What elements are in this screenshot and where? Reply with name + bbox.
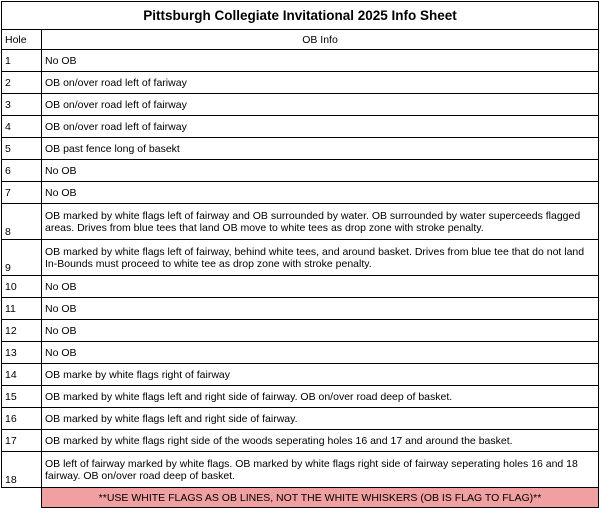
ob-info-text: No OB [42,320,599,342]
table-row [2,116,599,138]
table-row [2,72,599,94]
hole-number: 16 [2,408,42,430]
hole-number: 7 [2,182,42,204]
table-row [2,408,599,430]
hole-number: 8 [2,204,42,240]
ob-info-text: No OB [42,50,599,72]
hole-number: 1 [2,50,42,72]
hole-number: 12 [2,320,42,342]
table-row [2,430,599,452]
ob-info-text: OB marked by white flags left of fairway and OB surrounded by water. OB surrounded by water superceeds flagged areas. Drives from blue tees that land OB move to white tees as drop zone with stroke penalty. [42,204,599,240]
table-row [2,386,599,408]
ob-info-text: OB marked by white flags left of fairway, behind white tees, and around basket. Drives from blue tee that do not land In-Bounds must proceed to white tee as drop zone with stroke penalty. [42,240,599,276]
ob-info-text: No OB [42,342,599,364]
table-row [2,160,599,182]
hole-number: 18 [2,452,42,488]
table-row [2,138,599,160]
hole-number: 6 [2,160,42,182]
table-row [2,276,599,298]
ob-info-text: OB marke by white flags right of fairway [42,364,599,386]
hole-number: 13 [2,342,42,364]
ob-info-text: OB left of fairway marked by white flags. OB marked by white flags right side of fairway seperating holes 16 and 18 fairway. OB on/over road deep of basket. [42,452,599,488]
ob-info-text: No OB [42,298,599,320]
ob-info-text: OB marked by white flags left and right side of fairway. [42,408,599,430]
ob-info-text: OB on/over road left of fairway [42,94,599,116]
hole-number: 15 [2,386,42,408]
footer-blank-cell [2,488,42,508]
ob-info-text: OB past fence long of basekt [42,138,599,160]
table-row [2,298,599,320]
hole-number: 17 [2,430,42,452]
table-row [2,320,599,342]
header-row [2,30,599,50]
info-sheet-table [1,1,599,508]
table-row [2,240,599,276]
hole-number: 9 [2,240,42,276]
hole-number: 2 [2,72,42,94]
hole-number: 5 [2,138,42,160]
ob-info-text: OB on/over road left of fariway [42,72,599,94]
title-row [2,2,599,30]
table-row [2,364,599,386]
table-row [2,342,599,364]
footer-row [2,488,599,508]
hole-number: 10 [2,276,42,298]
table-row [2,50,599,72]
ob-info-text: No OB [42,276,599,298]
hole-number: 3 [2,94,42,116]
flag-notice-banner: **USE WHITE FLAGS AS OB LINES, NOT THE WHITE WHISKERS (OB IS FLAG TO FLAG)** [42,488,599,508]
sheet-title: Pittsburgh Collegiate Invitational 2025 Info Sheet [2,2,599,30]
ob-info-text: OB on/over road left of fairway [42,116,599,138]
table-row [2,94,599,116]
hole-number: 4 [2,116,42,138]
ob-info-column-header: OB Info [42,30,599,50]
hole-column-header: Hole [2,30,42,50]
ob-info-text: No OB [42,182,599,204]
table-row [2,182,599,204]
hole-number: 14 [2,364,42,386]
table-row [2,452,599,488]
hole-number: 11 [2,298,42,320]
ob-info-text: OB marked by white flags left and right side of fairway. OB on/over road deep of basket. [42,386,599,408]
table-row [2,204,599,240]
ob-info-text: OB marked by white flags right side of the woods seperating holes 16 and 17 and around the basket. [42,430,599,452]
ob-info-text: No OB [42,160,599,182]
